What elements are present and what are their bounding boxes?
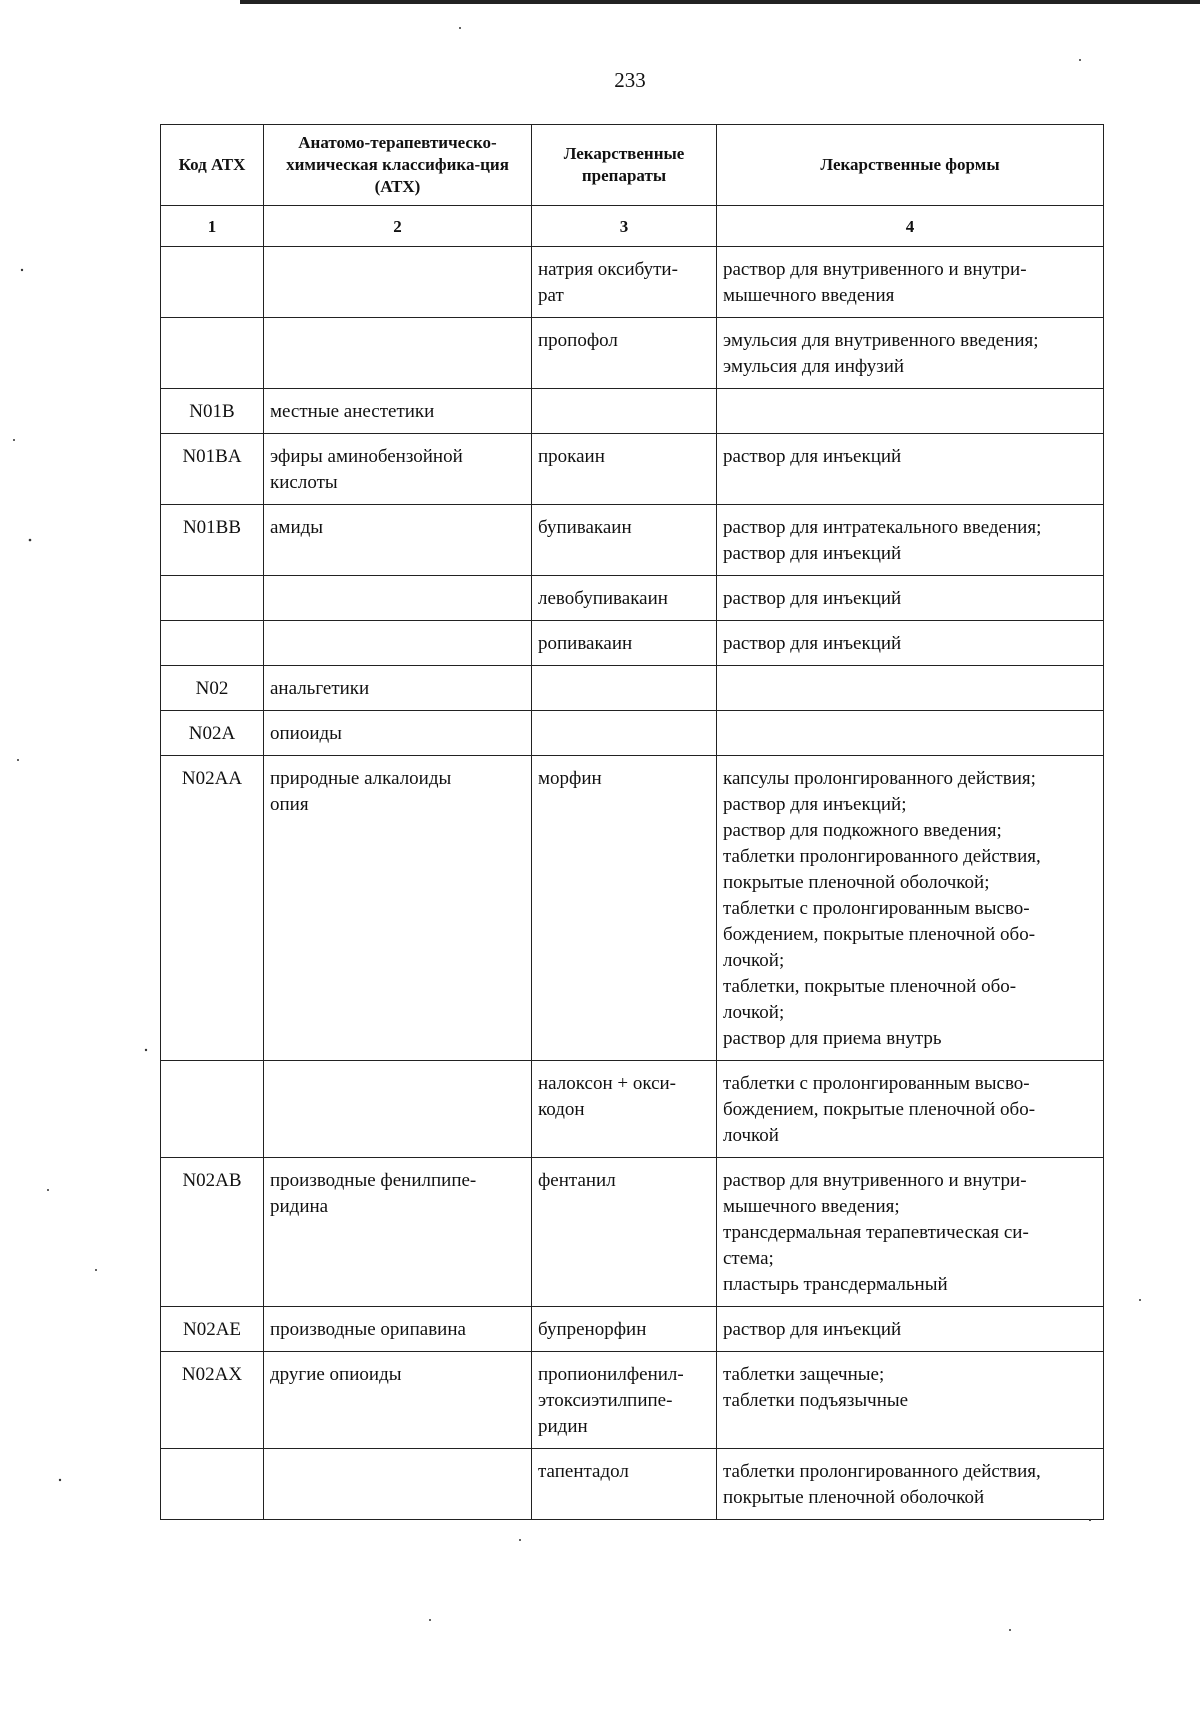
classification-cell: амиды: [264, 505, 532, 576]
atc-code-cell: N01B: [161, 389, 264, 434]
classification-cell: [264, 576, 532, 621]
column-number: 1: [161, 206, 264, 247]
table-row: [161, 1352, 1104, 1449]
dosage-form-cell: [717, 711, 1104, 756]
table-row: [161, 666, 1104, 711]
page-number: 233: [614, 68, 646, 92]
dosage-form-cell: [717, 666, 1104, 711]
dosage-form-cell: раствор для интратекального введения; раствор для инъекций: [717, 505, 1104, 576]
column-number: 4: [717, 206, 1104, 247]
atc-code-cell: N02: [161, 666, 264, 711]
drug-name-cell: левобупивакаин: [532, 576, 717, 621]
classification-cell: анальгетики: [264, 666, 532, 711]
atc-code-cell: [161, 318, 264, 389]
classification-cell: природные алкалоиды опия: [264, 756, 532, 1061]
classification-cell: [264, 1449, 532, 1520]
header-dosage-forms: Лекарственные формы: [717, 125, 1104, 206]
drug-name-cell: натрия оксибути- рат: [532, 247, 717, 318]
table-row: [161, 1158, 1104, 1307]
header-drugs: Лекарственные препараты: [532, 125, 717, 206]
table-header-row: [161, 125, 1104, 206]
drug-name-cell: ропивакаин: [532, 621, 717, 666]
dosage-form-cell: таблетки с пролонгированным высво- бождением, покрытые пленочной обо- лочкой: [717, 1061, 1104, 1158]
drug-name-cell: бупивакаин: [532, 505, 717, 576]
column-number-row: [161, 206, 1104, 247]
drug-name-cell: бупренорфин: [532, 1307, 717, 1352]
header-atc-code: Код АТХ: [161, 125, 264, 206]
atc-code-cell: N02AB: [161, 1158, 264, 1307]
drug-name-cell: [532, 666, 717, 711]
table-body: [161, 247, 1104, 1520]
table-row: [161, 247, 1104, 318]
table-row: [161, 576, 1104, 621]
classification-cell: [264, 318, 532, 389]
atc-code-cell: [161, 1449, 264, 1520]
dosage-form-cell: эмульсия для внутривенного введения; эмульсия для инфузий: [717, 318, 1104, 389]
drug-name-cell: фентанил: [532, 1158, 717, 1307]
atc-code-cell: N02AX: [161, 1352, 264, 1449]
classification-cell: другие опиоиды: [264, 1352, 532, 1449]
table-row: [161, 1307, 1104, 1352]
table-row: [161, 434, 1104, 505]
classification-cell: [264, 621, 532, 666]
table-row: [161, 621, 1104, 666]
dosage-form-cell: таблетки пролонгированного действия, покрытые пленочной оболочкой: [717, 1449, 1104, 1520]
dosage-form-cell: таблетки защечные; таблетки подъязычные: [717, 1352, 1104, 1449]
atc-code-cell: [161, 247, 264, 318]
header-atc-classification: Анатомо-терапевтическо-химическая классифика-ция (АТХ): [264, 125, 532, 206]
dosage-form-cell: раствор для внутривенного и внутри- мышечного введения; трансдермальная терапевтическая си- стема; пластырь трансдермальный: [717, 1158, 1104, 1307]
atc-code-cell: [161, 1061, 264, 1158]
dosage-form-cell: раствор для инъекций: [717, 621, 1104, 666]
dosage-form-cell: раствор для инъекций: [717, 1307, 1104, 1352]
dosage-form-cell: [717, 389, 1104, 434]
drug-name-cell: тапентадол: [532, 1449, 717, 1520]
dosage-form-cell: капсулы пролонгированного действия; раствор для инъекций; раствор для подкожного введения; таблетки пролонгированного действия, покрытые пленочной оболочкой; таблетки с пролонгированным высво- бождением, покрытые пленочной обо- лочкой; таблетки, покрытые пленочной обо- лочкой; раствор для приема внутрь: [717, 756, 1104, 1061]
atc-code-cell: N01BA: [161, 434, 264, 505]
classification-cell: производные орипавина: [264, 1307, 532, 1352]
classification-cell: опиоиды: [264, 711, 532, 756]
drug-name-cell: налоксон + окси- кодон: [532, 1061, 717, 1158]
drug-name-cell: пропионилфенил- этоксиэтилпипе- ридин: [532, 1352, 717, 1449]
atc-code-cell: [161, 576, 264, 621]
atc-drug-table: [160, 124, 1104, 1520]
table-row: [161, 1449, 1104, 1520]
table-row: [161, 505, 1104, 576]
drug-name-cell: [532, 711, 717, 756]
atc-code-cell: N02AE: [161, 1307, 264, 1352]
atc-code-cell: N02A: [161, 711, 264, 756]
classification-cell: [264, 247, 532, 318]
table-row: [161, 1061, 1104, 1158]
dosage-form-cell: раствор для внутривенного и внутри- мышечного введения: [717, 247, 1104, 318]
table-row: [161, 389, 1104, 434]
drug-name-cell: прокаин: [532, 434, 717, 505]
classification-cell: местные анестетики: [264, 389, 532, 434]
dosage-form-cell: раствор для инъекций: [717, 434, 1104, 505]
atc-code-cell: [161, 621, 264, 666]
atc-code-cell: N01BB: [161, 505, 264, 576]
classification-cell: эфиры аминобензойной кислоты: [264, 434, 532, 505]
drug-name-cell: пропофол: [532, 318, 717, 389]
table-row: [161, 711, 1104, 756]
table-row: [161, 756, 1104, 1061]
dosage-form-cell: раствор для инъекций: [717, 576, 1104, 621]
drug-name-cell: [532, 389, 717, 434]
column-number: 2: [264, 206, 532, 247]
classification-cell: [264, 1061, 532, 1158]
column-number: 3: [532, 206, 717, 247]
atc-code-cell: N02AA: [161, 756, 264, 1061]
top-scan-rule: [240, 0, 1200, 4]
drug-name-cell: морфин: [532, 756, 717, 1061]
classification-cell: производные фенилпипе- ридина: [264, 1158, 532, 1307]
table-row: [161, 318, 1104, 389]
